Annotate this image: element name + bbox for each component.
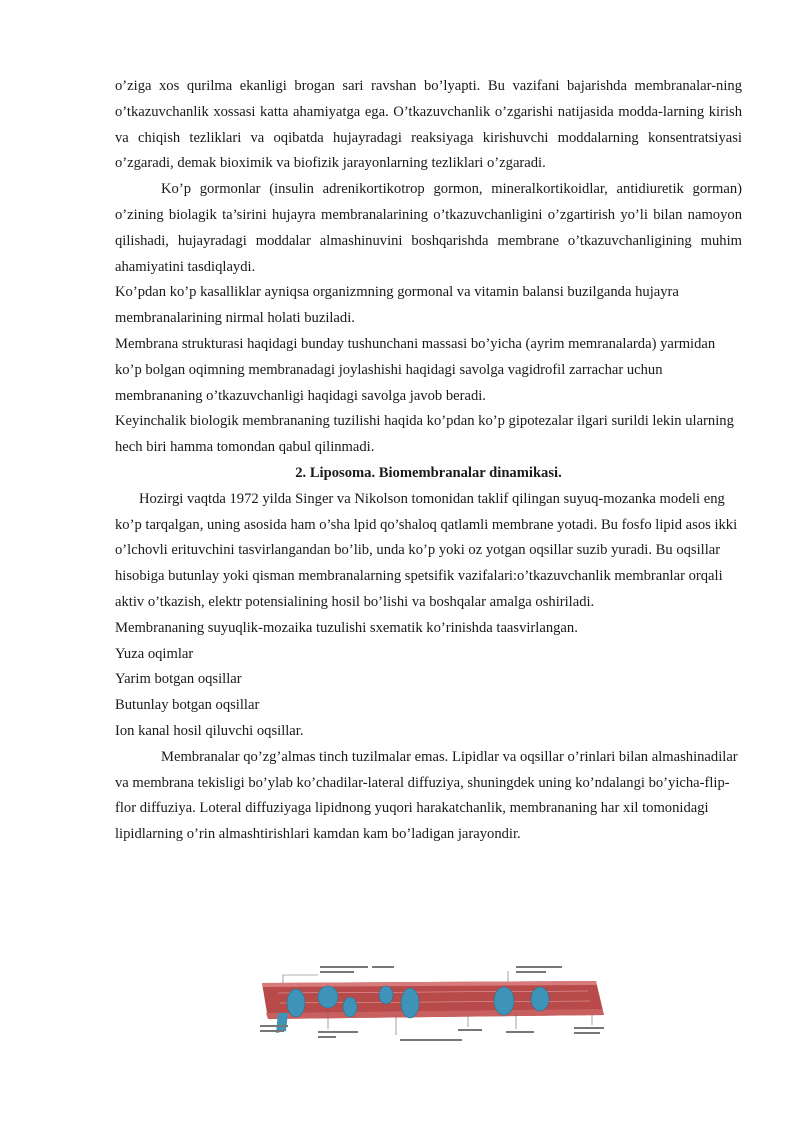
label-mark — [574, 1027, 604, 1029]
list-item-surface-proteins: Yuza oqimlar — [115, 645, 194, 662]
list-item-ion-channel: Ion kanal hosil qiluvchi oqsillar. — [115, 722, 304, 739]
list-item-half-embedded: Yarim botgan oqsillar — [115, 671, 242, 688]
protein — [318, 986, 338, 1008]
paragraph-permeability: o’ziga xos qurilma ekanligi brogan sari ravshan bo’lyapti. Bu vazifani bajarishda membranalar-ning o’tkazuvchanlik xossasi katta ahamiyatga ega. O’tkazuvchanlik o’zgarishi natijasida modda-larning kirish va chiqish tezliklari va oqibatda hujayradagi reaksiyaga kirishuvchi moddalarning konsentratsiyasi o’zgaradi, demak bioximik va biofizik jarayonlarning tezliklari o’zgaradi. — [115, 78, 742, 172]
paragraph-structure: Membrana strukturasi haqidagi bunday tushunchani massasi bo’yicha (ayrim memranalarda) yarmidan ko’p bolgan oqimning membranadagi joylashishi haqidagi savolga vagidrofil zarrachar uchun membrananing o’tkazuvchanligi haqidagi savolga javob beradi. — [115, 335, 716, 404]
membrane-figure — [258, 963, 610, 1043]
protein — [494, 987, 514, 1015]
protein — [401, 988, 419, 1018]
paragraph-schematic: Membrananing suyuqlik-mozaika tuzulishi sxematik ko’rinishda taasvirlangan. — [115, 619, 578, 636]
paragraph-hormones: Ko’p gormonlar (insulin adrenikortikotrop gormon, mineralkortikoidlar, antidiuretik gorman) o’zining biolagik ta’sirini hujayra membranalarining o’tkazuvchanligini o’zgartirish yo’li bilan namoyon qilishadi, hujayradagi moddalar almashinuvini boshqarishda membrane o’tkazuvchanligining muhim ahamiyatini tasdiqlaydi. — [115, 181, 742, 275]
label-mark — [516, 966, 562, 968]
protein — [287, 989, 305, 1017]
label-mark — [574, 1032, 600, 1034]
label-mark — [260, 1030, 284, 1032]
protein — [379, 986, 393, 1004]
body-text — [115, 74, 742, 848]
paragraph-singer-nicolson: Hozirgi vaqtda 1972 yilda Singer va Nikolson tomonidan taklif qilingan suyuq-mozanka modeli eng ko’p tarqalgan, uning asosida ham o’sha lpid qo’shaloq qatlamli membrane yotadi. Bu fosfo lipid asos ikki o’lchovli erituvchini tasvirlangandan bo’lib, unda ko’p yoki oz yotgan oqsillar suzib yuradi. Bu oqsillar hisobiga butunlay yoki qisman membranalarning spetsifik vazifalari:o’tkazuvchanlik membranlar orqali aktiv o’tkazish, elektr potensialining hosil bo’lishi va boshqalar amalga oshiriladi. — [115, 490, 738, 610]
label-mark — [320, 971, 354, 973]
label-mark — [400, 1039, 462, 1041]
label-mark — [320, 966, 368, 968]
label-mark — [372, 966, 394, 968]
label-mark — [506, 1031, 534, 1033]
label-mark — [260, 1025, 288, 1027]
section-heading: 2. Liposoma. Biomembranalar dinamikasi. — [295, 464, 562, 481]
paragraph-hypotheses: Keyinchalik biologik membrananing tuzilishi haqida ko’pdan ko’p gipotezalar ilgari surildi lekin ularning hech biri hamma tomondan qabul qilinmadi. — [115, 413, 734, 456]
paragraph-diffusion: Membranalar qo’zg’almas tinch tuzilmalar emas. Lipidlar va oqsillar o’rinlari bilan almashinadilar va membrana tekisligi bo’ylab ko’chadilar-lateral diffuziya, shuningdek uning ko’ndalangi bo’yicha-flip-flor diffuziya. Loteral diffuziyaga lipidnong yuqori harakatchanlik, membrananing har xil tomonidagi lipidlarning o’rin almashtirishlari kamdan kam bo’ladigan jarayondir. — [115, 748, 738, 843]
label-mark — [318, 1031, 358, 1033]
protein — [531, 987, 549, 1011]
label-mark — [516, 971, 546, 973]
protein — [343, 997, 357, 1017]
label-mark — [458, 1029, 482, 1031]
label-mark — [318, 1036, 336, 1038]
list-item-fully-embedded: Butunlay botgan oqsillar — [115, 697, 260, 714]
paragraph-diseases: Ko’pdan ko’p kasalliklar ayniqsa organizmning gormonal va vitamin balansi buzilganda hujayra membranalarining nirmal holati buziladi. — [115, 284, 679, 327]
